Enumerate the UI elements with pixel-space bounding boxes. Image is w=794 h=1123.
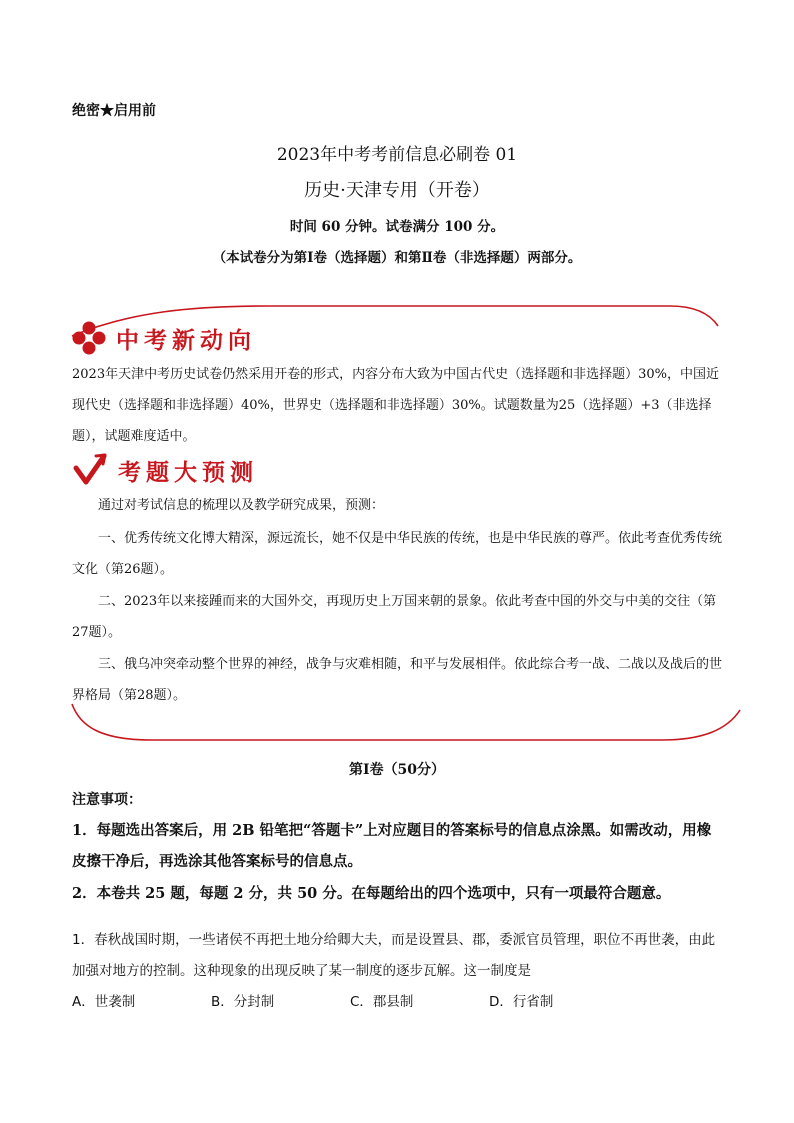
section-trends-title: 中考新动向 xyxy=(116,327,256,354)
section-trends-header xyxy=(72,321,256,355)
exam-title: 2023年中考考前信息必刷卷 01 xyxy=(276,145,518,165)
prediction-item: 三、俄乌冲突牵动整个世界的神经，战争与灾难相随，和平与发展相伴。依此综合考一战、二战以及战后的世界格局（第28题）。 xyxy=(72,657,723,703)
question-1-stem: 1．春秋战国时期，一些诸侯不再把土地分给卿大夫，而是设置县、郡，委派官员管理，职位不再世袭，由此加强对地方的控制。这种现象的出现反映了某一制度的逐步瓦解。这一制度是 xyxy=(72,932,716,979)
frame-bottom-border xyxy=(62,700,742,746)
time-info: 时间 60 分钟。试卷满分 100 分。 xyxy=(289,219,505,235)
trends-text: 2023年天津中考历史试卷仍然采用开卷的形式，内容分布大致为中国古代史（选择题和非选择题）30%，中国近现代史（选择题和非选择题）40%，世界史（选择题和非选择题）30%。试题数量为25（选择题）+3（非选择题），试题难度适中。 xyxy=(72,367,719,444)
part-one-heading: 第Ⅰ卷（50分） xyxy=(348,762,446,778)
notice-item: 2．本卷共 25 题，每题 2 分，共 50 分。在每题给出的四个选项中，只有一项最符合题意。 xyxy=(72,885,671,902)
composition-info: （本试卷分为第Ⅰ卷（选择题）和第Ⅱ卷（非选择题）两部分。 xyxy=(212,250,582,266)
prediction-item: 一、优秀传统文化博大精深，源远流长，她不仅是中华民族的传统，也是中华民族的尊严。依此考查优秀传统文化（第26题）。 xyxy=(72,531,723,577)
notice-title: 注意事项： xyxy=(72,792,142,808)
confidential-label: 绝密★启用前 xyxy=(72,103,156,119)
option-a: A．世袭制 xyxy=(72,994,136,1010)
predictions-intro: 通过对考试信息的梳理以及教学研究成果，预测： xyxy=(98,498,385,513)
exam-subtitle: 历史·天津专用（开卷） xyxy=(304,180,490,201)
section-predictions-title: 考题大预测 xyxy=(118,459,258,486)
section-predictions-header xyxy=(72,452,258,488)
question-1-options xyxy=(72,990,628,1010)
option-c: C．郡县制 xyxy=(350,994,414,1010)
option-d: D．行省制 xyxy=(489,994,554,1010)
option-b: B．分封制 xyxy=(211,994,275,1010)
check-arrow-icon xyxy=(72,452,108,488)
four-petal-flower-icon xyxy=(72,321,106,355)
prediction-item: 二、2023年以来接踵而来的大国外交，再现历史上万国来朝的景象。依此考查中国的外交与中美的交往（第27题）。 xyxy=(72,594,717,640)
notice-item: 1．每题选出答案后，用 2B 铅笔把“答题卡”上对应题目的答案标号的信息点涂黑。如需改动，用橡皮擦干净后，再选涂其他答案标号的信息点。 xyxy=(72,822,712,870)
